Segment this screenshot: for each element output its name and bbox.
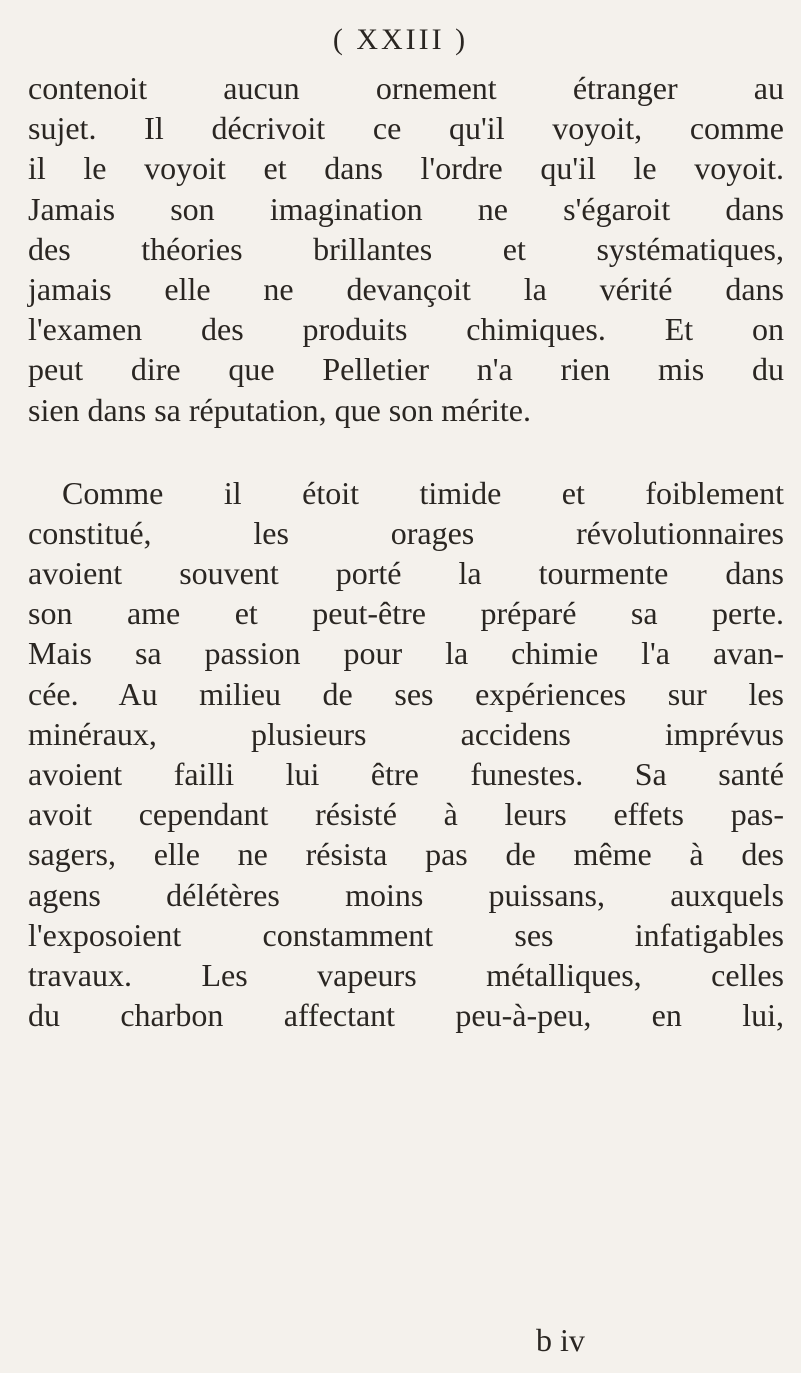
text-line: des théories brillantes et systématiques,	[28, 230, 784, 267]
signature-mark: b iv	[536, 1322, 585, 1358]
text-line: l'exposoient constamment ses infatigables	[28, 916, 784, 953]
paragraph-gap	[28, 430, 784, 473]
text-line: du charbon affectant peu-à-peu, en lui,	[28, 997, 784, 1034]
text-line: avoient failli lui être funestes. Sa santé	[28, 756, 784, 792]
text-line: Jamais son imagination ne s'égaroit dans	[28, 190, 784, 227]
text-line: Mais sa passion pour la chimie l'a avan-	[28, 635, 784, 672]
text-line: sien dans sa réputation, que son mérite.	[28, 391, 531, 428]
text-line: peut dire que Pelletier n'a rien mis du	[28, 351, 784, 388]
text-line: travaux. Les vapeurs métalliques, celles	[28, 956, 784, 993]
text-line: avoient souvent porté la tourmente dans	[28, 555, 784, 592]
text-line: contenoit aucun ornement étranger au	[28, 70, 784, 106]
text-line: constitué, les orages révolutionnaires	[28, 514, 784, 551]
text-line: sagers, elle ne résista pas de même à des	[28, 836, 784, 873]
body-text	[28, 68, 784, 1035]
text-line: sujet. Il décrivoit ce qu'il voyoit, comme	[28, 110, 784, 147]
text-line: avoit cependant résisté à leurs effets pas-	[28, 796, 784, 833]
paragraph-1	[28, 68, 784, 430]
paragraph-2	[28, 473, 784, 1036]
text-line: son ame et peut-être préparé sa perte.	[28, 595, 784, 632]
text-line: Comme il étoit timide et foiblement	[62, 474, 784, 511]
page-header: ( XXIII )	[332, 23, 469, 56]
text-line: agens délétères moins puissans, auxquels	[28, 876, 784, 913]
text-line: il le voyoit et dans l'ordre qu'il le voyoit.	[28, 150, 784, 187]
text-line: minéraux, plusieurs accidens imprévus	[28, 715, 784, 752]
text-line: jamais elle ne devançoit la vérité dans	[28, 270, 784, 307]
text-line: cée. Au milieu de ses expériences sur les	[28, 675, 784, 712]
text-line: l'examen des produits chimiques. Et on	[28, 311, 784, 348]
